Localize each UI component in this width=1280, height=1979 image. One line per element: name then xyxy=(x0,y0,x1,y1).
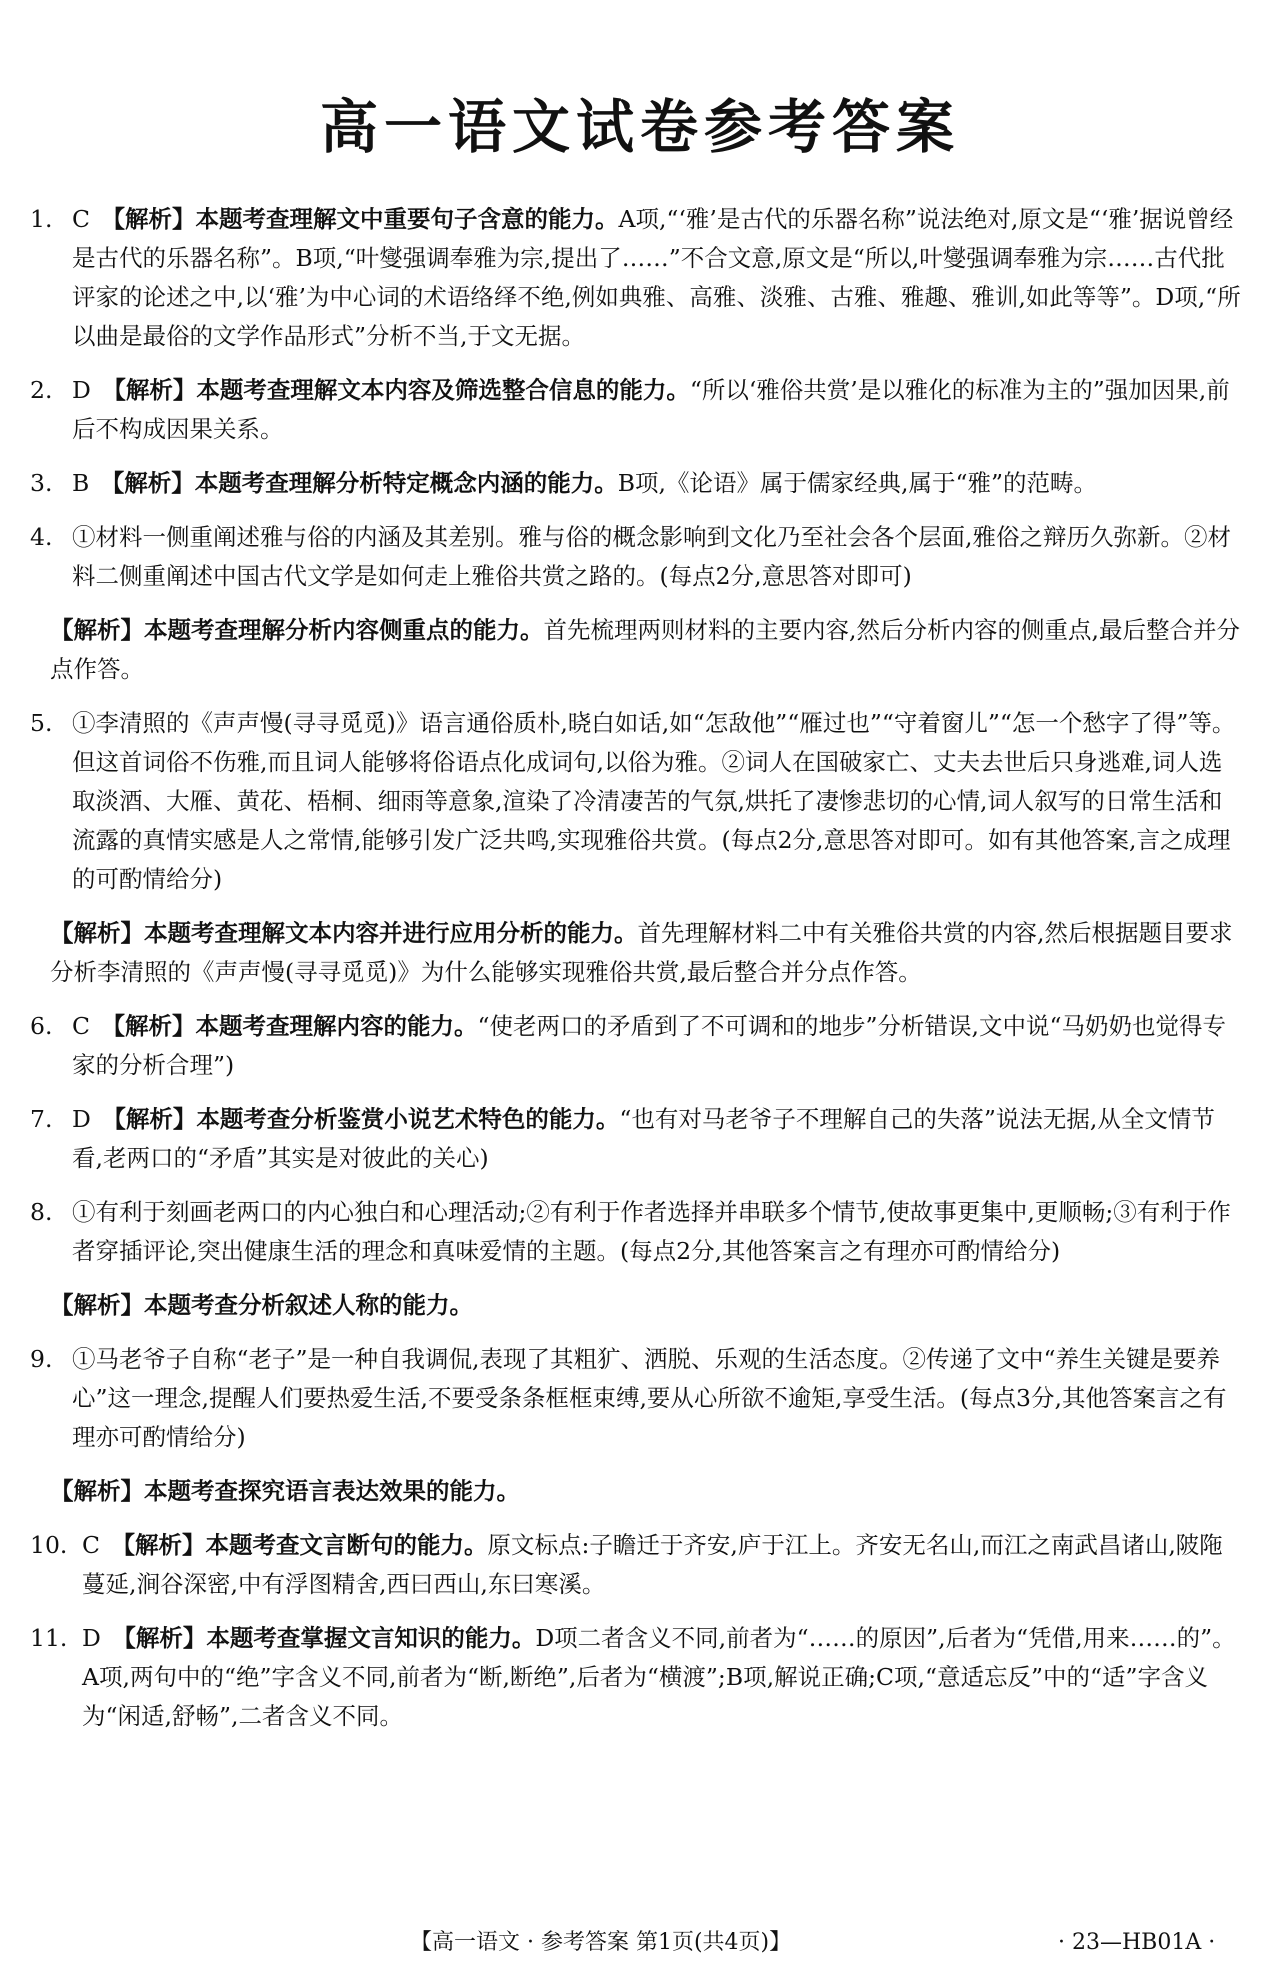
item-text: “也有对马老爷子不理解自己的失落”说法无据,从全文情节看,老两口的“矛盾”其实是对彼此的关心) xyxy=(72,1105,1215,1172)
answer-item-5 xyxy=(30,704,1242,899)
answer-item-3 xyxy=(30,464,1242,503)
answer-item-10 xyxy=(30,1526,1242,1604)
item-answer: D xyxy=(82,1624,101,1652)
item-text: ①李清照的《声声慢(寻寻觅觅)》语言通俗质朴,晓白如话,如“怎敌他”“雁过也”“守着窗儿”“怎一个愁字了得”等。但这首词俗不伤雅,而且词人能够将俗语点化成词句,以俗为雅。②词人在国破家亡、丈夫去世后只身逃难,词人选取淡酒、大雁、黄花、梧桐、细雨等意象,渲染了冷清凄苦的气氛,烘托了凄惨悲切的心情,词人叙写的日常生活和流露的真情实感是人之常情,能够引发广泛共鸣,实现雅俗共赏。(每点2分,意思答对即可。如有其他答案,言之成理的可酌情给分) xyxy=(72,709,1236,893)
analysis-tag: 【解析】 xyxy=(102,1105,197,1133)
item-answer: C xyxy=(72,205,90,233)
analysis-tag: 【解析】 xyxy=(50,1291,144,1319)
analysis-lead: 本题考查理解分析特定概念内涵的能力。 xyxy=(194,469,618,497)
item-answer: D xyxy=(72,376,91,404)
answer-item-1 xyxy=(30,200,1242,356)
item-text: A项,“‘雅’是古代的乐器名称”说法绝对,原文是“‘雅’据说曾经是古代的乐器名称”。B项,“叶燮强调奉雅为宗,提出了……”不合文意,原文是“所以,叶燮强调奉雅为宗……古代批评家的论述之中,以‘雅’为中心词的术语络绎不绝,例如典雅、高雅、淡雅、古雅、雅趣、雅训,如此等等”。D项,“所以曲是最俗的文学作品形式”分析不当,于文无据。 xyxy=(72,205,1241,350)
analysis-tag: 【解析】 xyxy=(112,1624,207,1652)
footer-page-info: 【高一语文 · 参考答案 第1页(共4页)】 xyxy=(410,1930,792,1955)
analysis-tag: 【解析】 xyxy=(50,616,144,644)
item-text: 原文标点:子瞻迁于齐安,庐于江上。齐安无名山,而江之南武昌诸山,陂陁蔓延,涧谷深密,中有浮图精舍,西曰西山,东曰寒溪。 xyxy=(82,1531,1223,1598)
analysis-lead: 本题考查分析叙述人称的能力。 xyxy=(144,1291,473,1319)
analysis-tag: 【解析】 xyxy=(50,1477,144,1505)
item-answer: D xyxy=(72,1105,91,1133)
answer-item-11 xyxy=(30,1619,1242,1736)
analysis-paragraph-4 xyxy=(30,611,1242,689)
item-text: 首先梳理两则材料的主要内容,然后分析内容的侧重点,最后整合并分点作答。 xyxy=(50,616,1240,683)
page-title: 高一语文试卷参考答案 xyxy=(319,93,960,161)
answer-item-2 xyxy=(30,371,1242,449)
item-text: “所以‘雅俗共赏’是以雅化的标准为主的”强加因果,前后不构成因果关系。 xyxy=(72,376,1230,443)
item-answer: C xyxy=(82,1531,100,1559)
item-number: 6. xyxy=(30,1012,53,1040)
item-number: 9. xyxy=(30,1345,53,1373)
analysis-tag: 【解析】 xyxy=(50,919,144,947)
answer-item-8 xyxy=(30,1193,1242,1271)
item-number: 1. xyxy=(30,205,53,233)
item-text: ①马老爷子自称“老子”是一种自我调侃,表现了其粗犷、洒脱、乐观的生活态度。②传递了文中“养生关键是要养心”这一理念,提醒人们要热爱生活,不要受条条框框束缚,要从心所欲不逾矩,享受生活。(每点3分,其他答案言之有理亦可酌情给分) xyxy=(72,1345,1227,1451)
footer-code: · 23—HB01A · xyxy=(1058,1930,1216,1955)
item-number: 2. xyxy=(30,376,53,404)
item-text: “使老两口的矛盾到了不可调和的地步”分析错误,文中说“马奶奶也觉得专家的分析合理”) xyxy=(72,1012,1226,1079)
item-text: ①有利于刻画老两口的内心独白和心理活动;②有利于作者选择并串联多个情节,使故事更集中,更顺畅;③有利于作者穿插评论,突出健康生活的理念和真味爱情的主题。(每点2分,其他答案言之有理亦可酌情给分) xyxy=(72,1198,1231,1265)
item-number: 5. xyxy=(30,709,53,737)
analysis-tag: 【解析】 xyxy=(100,469,195,497)
item-text: ①材料一侧重阐述雅与俗的内涵及其差别。雅与俗的概念影响到文化乃至社会各个层面,雅俗之辩历久弥新。②材料二侧重阐述中国古代文学是如何走上雅俗共赏之路的。(每点2分,意思答对即可) xyxy=(72,523,1231,590)
analysis-lead: 本题考查理解文本内容并进行应用分析的能力。 xyxy=(144,919,638,947)
analysis-lead: 本题考查分析鉴赏小说艺术特色的能力。 xyxy=(196,1105,620,1133)
analysis-lead: 本题考查理解分析内容侧重点的能力。 xyxy=(144,616,544,644)
analysis-lead: 本题考查探究语言表达效果的能力。 xyxy=(144,1477,520,1505)
analysis-paragraph-5 xyxy=(30,914,1242,992)
analysis-lead: 本题考查理解内容的能力。 xyxy=(195,1012,478,1040)
item-number: 7. xyxy=(30,1105,53,1133)
analysis-lead: 本题考查理解文本内容及筛选整合信息的能力。 xyxy=(196,376,690,404)
item-text: B项,《论语》属于儒家经典,属于“雅”的范畴。 xyxy=(617,469,1098,497)
item-number: 3. xyxy=(30,469,53,497)
analysis-lead: 本题考查理解文中重要句子含意的能力。 xyxy=(195,205,619,233)
analysis-lead: 本题考查掌握文言知识的能力。 xyxy=(206,1624,536,1652)
analysis-tag: 【解析】 xyxy=(102,376,197,404)
item-number: 11. xyxy=(30,1624,68,1652)
answer-item-6 xyxy=(30,1007,1242,1085)
analysis-lead: 本题考查文言断句的能力。 xyxy=(205,1531,488,1559)
analysis-paragraph-9 xyxy=(30,1472,1242,1511)
analysis-tag: 【解析】 xyxy=(111,1531,206,1559)
analysis-tag: 【解析】 xyxy=(101,205,196,233)
analysis-tag: 【解析】 xyxy=(101,1012,196,1040)
analysis-paragraph-8 xyxy=(30,1286,1242,1325)
answer-item-4 xyxy=(30,518,1242,596)
item-answer: C xyxy=(72,1012,90,1040)
answer-item-7 xyxy=(30,1100,1242,1178)
answer-list xyxy=(30,200,1242,1751)
item-answer: B xyxy=(72,469,90,497)
item-number: 10. xyxy=(30,1531,68,1559)
item-text: 首先理解材料二中有关雅俗共赏的内容,然后根据题目要求分析李清照的《声声慢(寻寻觅觅)》为什么能够实现雅俗共赏,最后整合并分点作答。 xyxy=(50,919,1233,986)
item-number: 4. xyxy=(30,523,53,551)
item-text: D项二者含义不同,前者为“……的原因”,后者为“凭借,用来……的”。A项,两句中的“绝”字含义不同,前者为“断,断绝”,后者为“横渡”;B项,解说正确;C项,“意适忘反”中的“适”字含义为“闲适,舒畅”,二者含义不同。 xyxy=(82,1624,1236,1730)
answer-item-9 xyxy=(30,1340,1242,1457)
item-number: 8. xyxy=(30,1198,53,1226)
